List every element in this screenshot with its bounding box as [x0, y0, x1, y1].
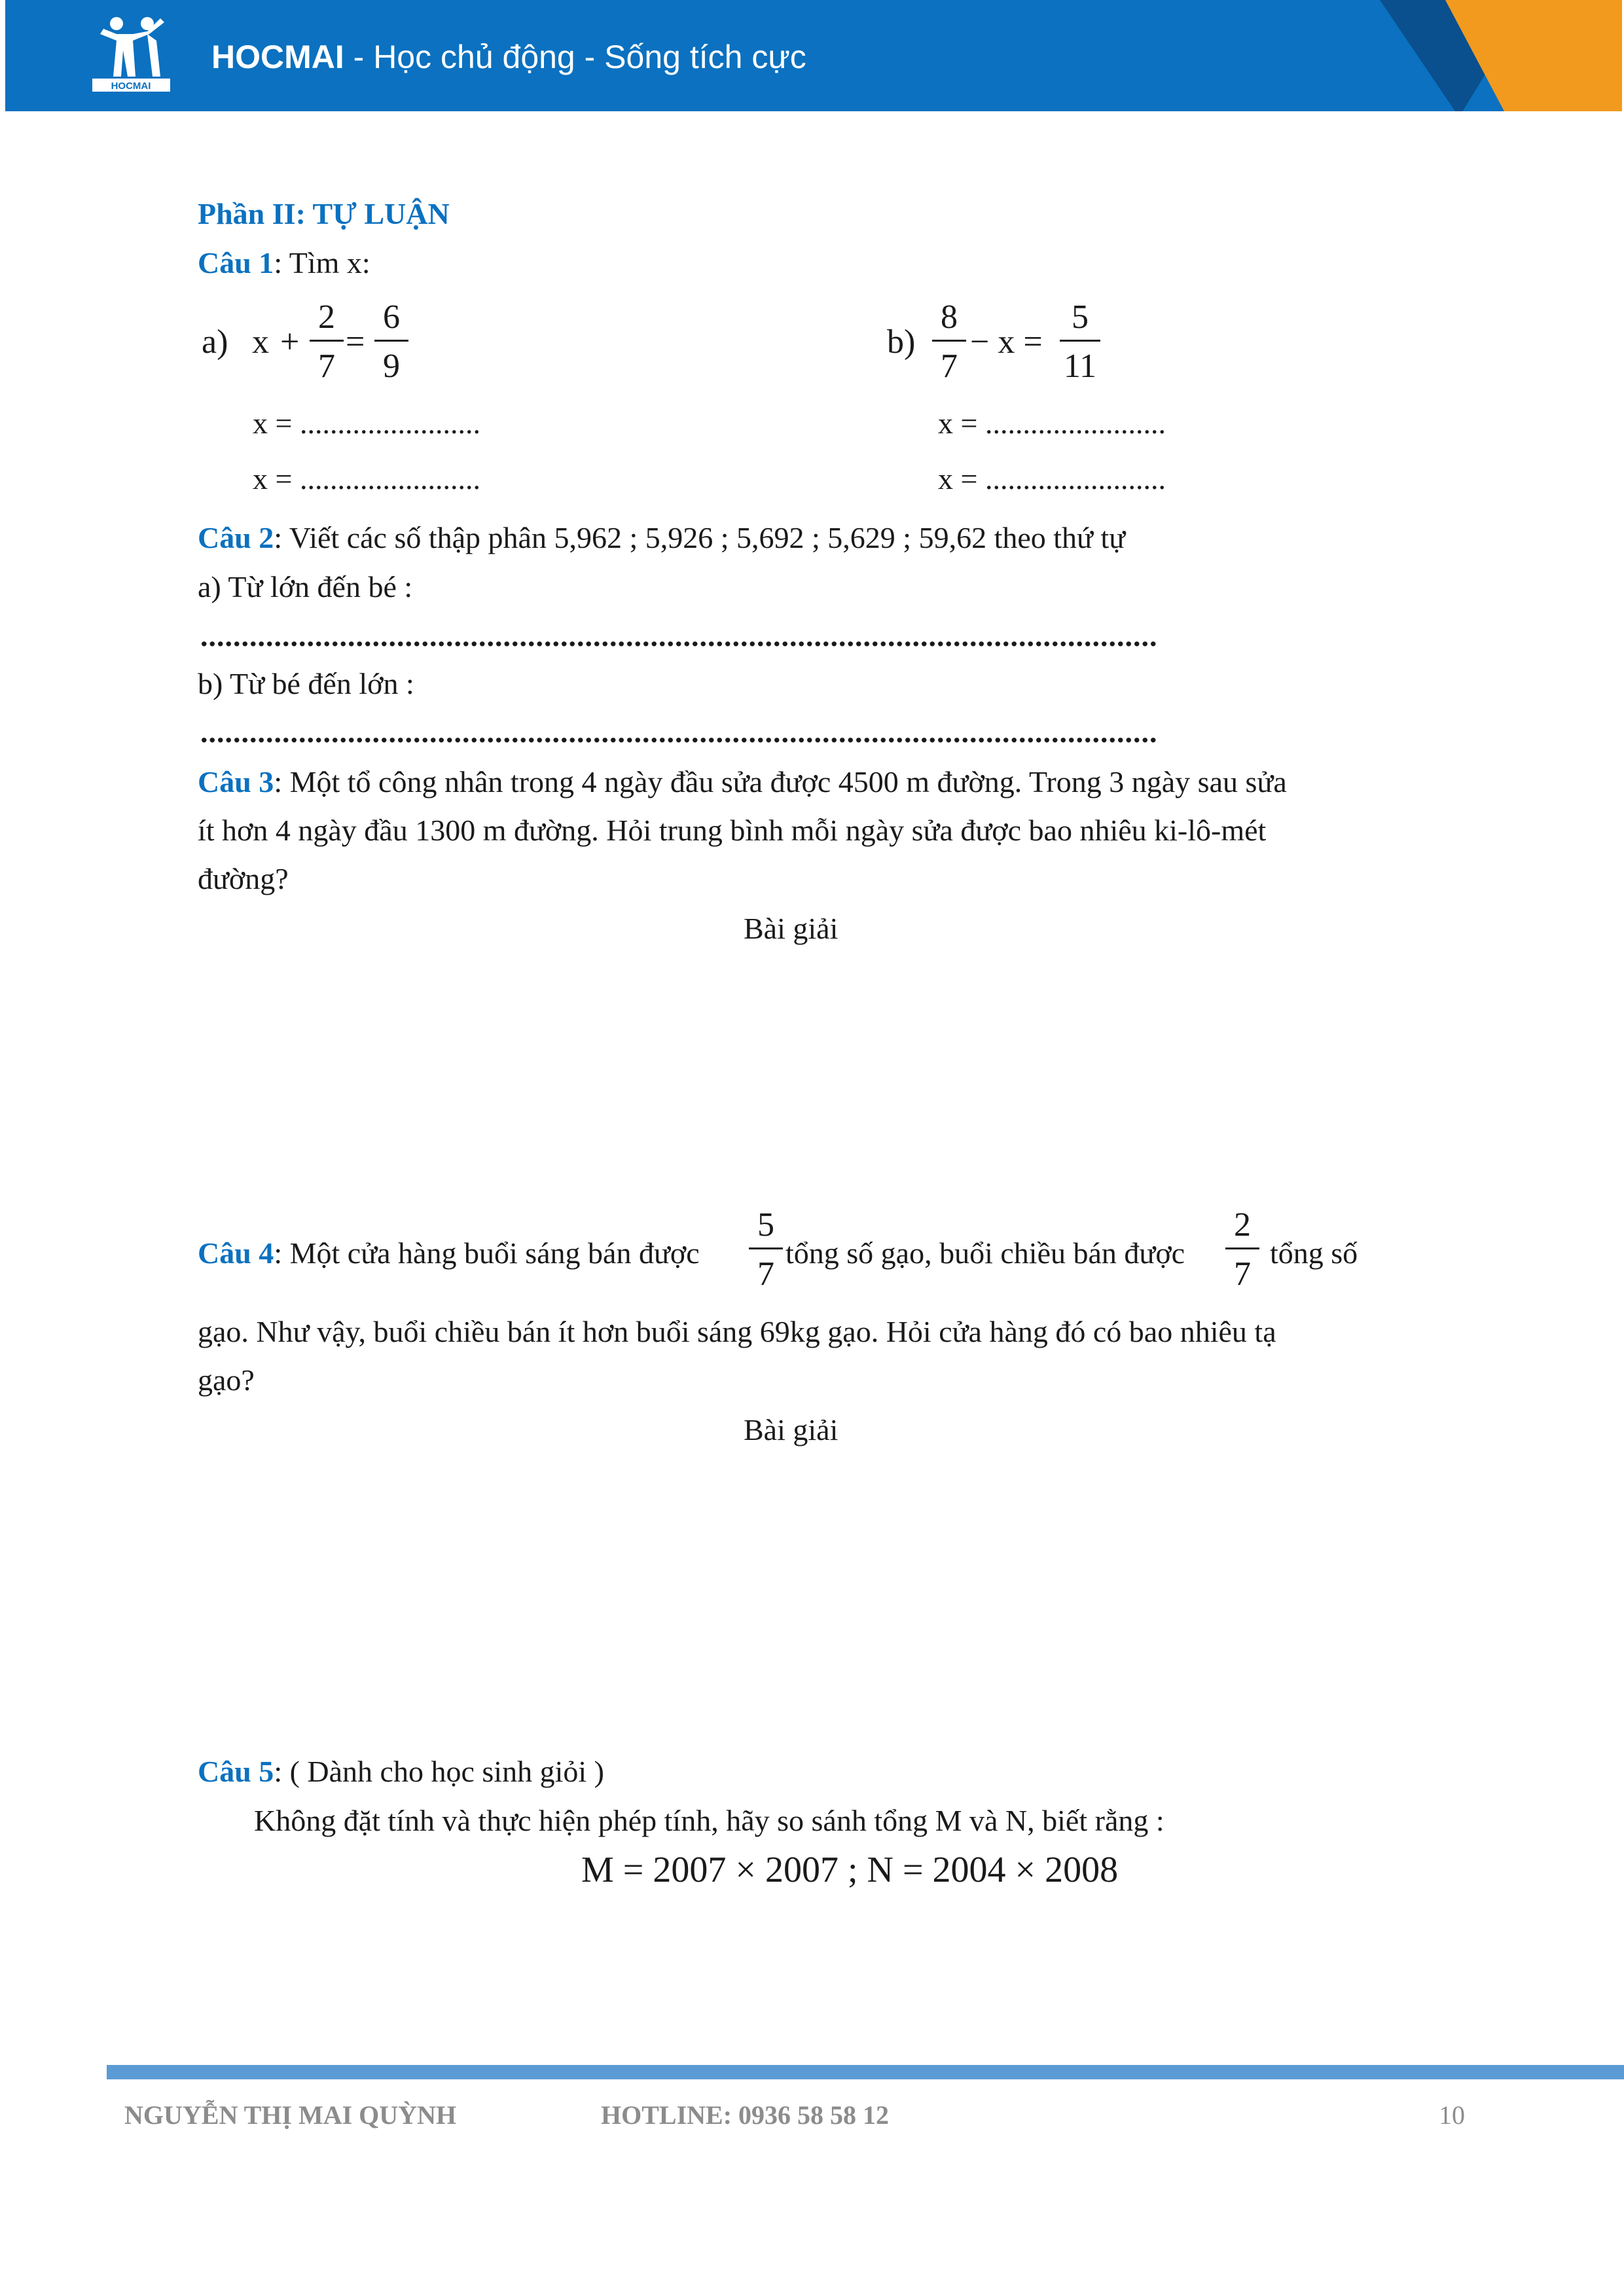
brand-name: HOCMAI [211, 39, 344, 75]
footer-bar [107, 2065, 1624, 2079]
fraction-numerator: 5 [1072, 298, 1089, 336]
q1-heading [198, 245, 370, 280]
q2-answer-dots-a: ..................................................................................................................... [200, 619, 1158, 653]
q1-label: Câu 1 [198, 246, 274, 279]
fraction-numerator: 2 [1234, 1206, 1251, 1244]
q5-formula: M = 2007 × 2007 ; N = 2004 × 2008 [581, 1850, 1119, 1890]
q5-line-2: Không đặt tính và thực hiện phép tính, hãy so sánh tổng M và N, biết rằng : [254, 1804, 1164, 1837]
q3-line-3: đường? [198, 862, 289, 895]
q3-line-1 [198, 764, 1287, 799]
q5-heading [198, 1754, 604, 1789]
q1a-label: a) [202, 323, 228, 361]
section-title: Phần II: TỰ LUẬN [198, 197, 450, 230]
page-header [5, 0, 1622, 111]
q1b-label: b) [887, 323, 916, 361]
fraction-numerator: 2 [318, 298, 335, 336]
fraction-denominator: 7 [941, 348, 958, 385]
q3-solution-heading: Bài giải [744, 912, 839, 945]
q2-heading [198, 520, 1125, 555]
q2-part-b: b) Từ bé đến lớn : [198, 667, 414, 700]
q5-text: : ( Dành cho học sinh giỏi ) [274, 1755, 604, 1788]
q4-text-1: : Một cửa hàng buổi sáng bán được [274, 1236, 700, 1270]
q1a-answer-line-2: x = ........................ [253, 462, 480, 495]
fraction-denominator: 7 [757, 1255, 774, 1293]
fraction-denominator: 7 [318, 348, 335, 385]
q1b-answer-line-2: x = ........................ [938, 462, 1166, 495]
footer-hotline: HOTLINE: 0936 58 58 12 [601, 2100, 890, 2130]
q4-line-1 [198, 1236, 700, 1270]
q3-line-2: ít hơn 4 ngày đầu 1300 m đường. Hỏi trung bình mỗi ngày sửa được bao nhiêu ki-lô-mét [198, 814, 1267, 847]
q4-solution-heading: Bài giải [744, 1413, 839, 1446]
q4-line-2: gạo. Như vậy, buổi chiều bán ít hơn buổi sáng 69kg gạo. Hỏi cửa hàng đó có bao nhiêu tạ [198, 1315, 1276, 1348]
fraction-bar [749, 1247, 783, 1249]
q4-text-3: tổng số [1270, 1236, 1358, 1270]
fraction-numerator: 6 [383, 298, 400, 336]
q5-label: Câu 5 [198, 1755, 274, 1788]
fraction-bar [1225, 1247, 1259, 1249]
q1b-minus-x: − x = [970, 323, 1043, 361]
q1a-plus: + [280, 323, 300, 361]
svg-text:HOCMAI: HOCMAI [111, 81, 151, 92]
q2-text: : Viết các số thập phân 5,962 ; 5,926 ; 5,692 ; 5,629 ; 59,62 theo thứ tự [274, 521, 1126, 554]
q1-text: : Tìm x: [274, 246, 370, 279]
q4-line-3: gạo? [198, 1363, 255, 1397]
fraction-denominator: 9 [383, 348, 400, 385]
q4-text-2: tổng số gạo, buổi chiều bán được [785, 1236, 1185, 1270]
q1b-answer-line-1: x = ........................ [938, 406, 1166, 440]
q1a-answer-line-1: x = ........................ [253, 406, 480, 440]
footer-author: NGUYỄN THỊ MAI QUỲNH [124, 2100, 457, 2130]
q3-label: Câu 3 [198, 765, 274, 798]
fraction-bar [374, 340, 408, 342]
fraction-numerator: 5 [757, 1206, 774, 1244]
q3-text: : Một tổ công nhân trong 4 ngày đầu sửa được 4500 m đường. Trong 3 ngày sau sửa [274, 765, 1287, 798]
q1a-x: x [252, 323, 269, 361]
fraction-denominator: 7 [1234, 1255, 1251, 1293]
q1a-equals: = [346, 323, 365, 361]
fraction-denominator: 11 [1063, 348, 1097, 385]
header-brand [211, 38, 806, 76]
fraction-numerator: 8 [941, 298, 958, 336]
q2-part-a: a) Từ lớn đến bé : [198, 570, 413, 603]
q2-label: Câu 2 [198, 521, 274, 554]
fraction-bar [310, 340, 344, 342]
fraction-bar [1060, 340, 1100, 342]
brand-slogan: - Học chủ động - Sống tích cực [344, 39, 806, 75]
page-number: 10 [1439, 2100, 1465, 2130]
q2-answer-dots-b: ..................................................................................................................... [200, 715, 1158, 749]
hocmai-logo-icon [87, 14, 175, 93]
q4-label: Câu 4 [198, 1236, 274, 1270]
fraction-bar [932, 340, 966, 342]
